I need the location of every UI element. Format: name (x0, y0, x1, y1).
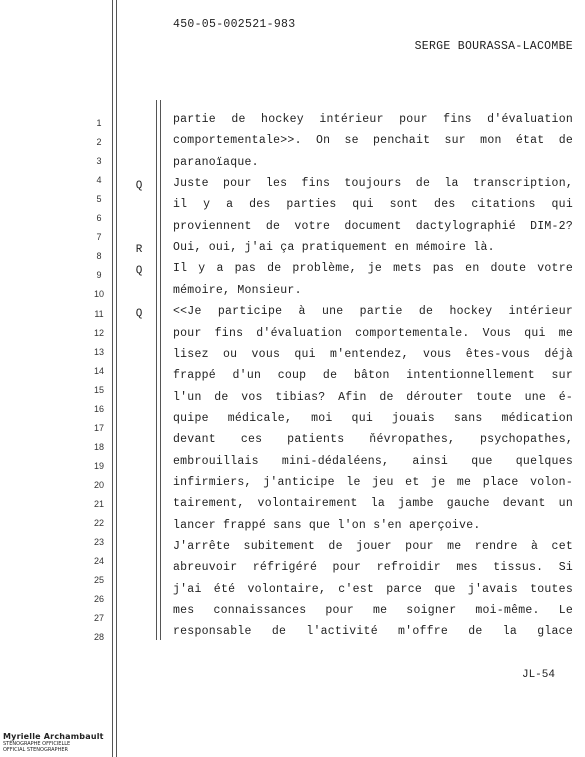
line-number: 4 (96, 175, 102, 186)
margin-rule-left-2 (116, 0, 117, 757)
transcript-line: responsable de l'activité m'offre de la glace (173, 625, 573, 639)
transcript-line: infirmiers, j'anticipe le jeu et je me place volon- (173, 475, 573, 489)
transcript-line: frappé d'un coup de bâton intentionnellement sur (173, 369, 573, 383)
page-label: JL-54 (521, 669, 555, 681)
line-number: 5 (96, 194, 102, 205)
transcript-line: J'arrête subitement de jouer pour me rendre à cet (173, 540, 573, 553)
transcript-line: paranoïaque. (173, 155, 259, 169)
line-number: 27 (93, 613, 104, 624)
line-number: 1 (96, 118, 102, 128)
line-number: 2 (96, 137, 102, 148)
line-number: 20 (93, 479, 104, 490)
line-number: 28 (93, 632, 104, 643)
margin-rule-speaker-2 (160, 100, 161, 640)
line-number: 13 (93, 346, 104, 357)
transcript-line: embrouillais mini-dédaléens, ainsi que quelques (173, 454, 573, 468)
line-number: 15 (93, 384, 104, 395)
transcript-line: Juste pour les fins toujours de la transcription, (173, 177, 573, 191)
line-number: 12 (93, 327, 104, 338)
transcript-line: tairement, volontairement la jambe gauche devant un (173, 497, 573, 511)
file-number: 450-05-002521-983 (173, 18, 296, 31)
speaker-marker: R (135, 244, 143, 257)
line-number: 21 (93, 499, 104, 509)
line-number: 14 (93, 365, 104, 376)
line-number: 26 (93, 594, 104, 605)
line-number: 10 (93, 289, 104, 300)
transcript-line: Oui, oui, j'ai ça pratiquement en mémoire là. (173, 241, 495, 255)
line-number: 22 (93, 518, 104, 529)
line-number: 7 (96, 232, 102, 243)
transcript-line: il y a des parties qui sont des citations qui (173, 198, 573, 212)
line-number: 16 (93, 403, 104, 414)
stenographer-title-en: OFFICIAL STENOGRAPHER (3, 747, 68, 753)
line-number: 23 (93, 537, 104, 548)
line-number: 8 (96, 251, 102, 262)
transcript-line: <<Je participe à une partie de hockey intérieur (173, 305, 573, 319)
margin-rule-speaker-1 (156, 100, 157, 640)
transcript-line: j'ai été volontaire, c'est parce que j'avais toutes (173, 582, 573, 596)
transcript-line: partie de hockey intérieur pour fins d'évaluation (173, 113, 573, 126)
transcript-line: abreuvoir réfrigéré pour refroidir mes tissus. Si (173, 561, 573, 575)
transcript-line: lisez ou vous qui m'entendez, vous êtes-vous déjà (173, 347, 573, 361)
stenographer-title-fr: STÉNOGRAPHE OFFICIELLE (3, 741, 71, 747)
transcript-line: Il y a pas de problème, je mets pas en doute votre (173, 262, 573, 276)
line-number: 17 (93, 422, 104, 433)
line-number: 24 (93, 556, 104, 567)
stenographer-stamp (3, 732, 104, 753)
margin-rule-left-1 (112, 0, 113, 757)
line-number: 3 (96, 156, 102, 167)
transcript-line: quipe médicale, moi qui jouais sans médication (173, 411, 573, 425)
speaker-marker: Q (135, 265, 143, 278)
line-number: 11 (94, 308, 104, 319)
transcript-line: mémoire, Monsieur. (173, 283, 302, 297)
transcript-line: comportementale>>. On se penchait sur mon état de (173, 134, 573, 148)
speaker-marker: Q (135, 308, 143, 321)
line-number: 25 (93, 575, 104, 586)
stenographer-name: Myrielle Archambault (3, 732, 104, 741)
speaker-marker: Q (135, 180, 143, 193)
transcript-line: pour fins d'évaluation comportementale. Vous qui me (173, 326, 573, 340)
transcript-line: mes connaissances pour me soigner moi-même. Le (173, 604, 573, 618)
transcript-line: l'un de vos tibias? Afin de dérouter toute une é- (173, 390, 573, 404)
line-number: 9 (96, 270, 102, 281)
transcript-line: lancer frappé sans que l'on s'en aperçoive. (173, 518, 481, 532)
line-number: 18 (93, 441, 104, 452)
transcript-line: proviennent de votre document dactylographié DIM-2? (173, 219, 573, 233)
line-number: 19 (93, 460, 104, 471)
witness-name: SERGE BOURASSA-LACOMBE (414, 40, 573, 53)
line-number: 6 (96, 213, 102, 224)
transcript-line: devant ces patients ňévropathes, psychopathes, (173, 433, 573, 447)
